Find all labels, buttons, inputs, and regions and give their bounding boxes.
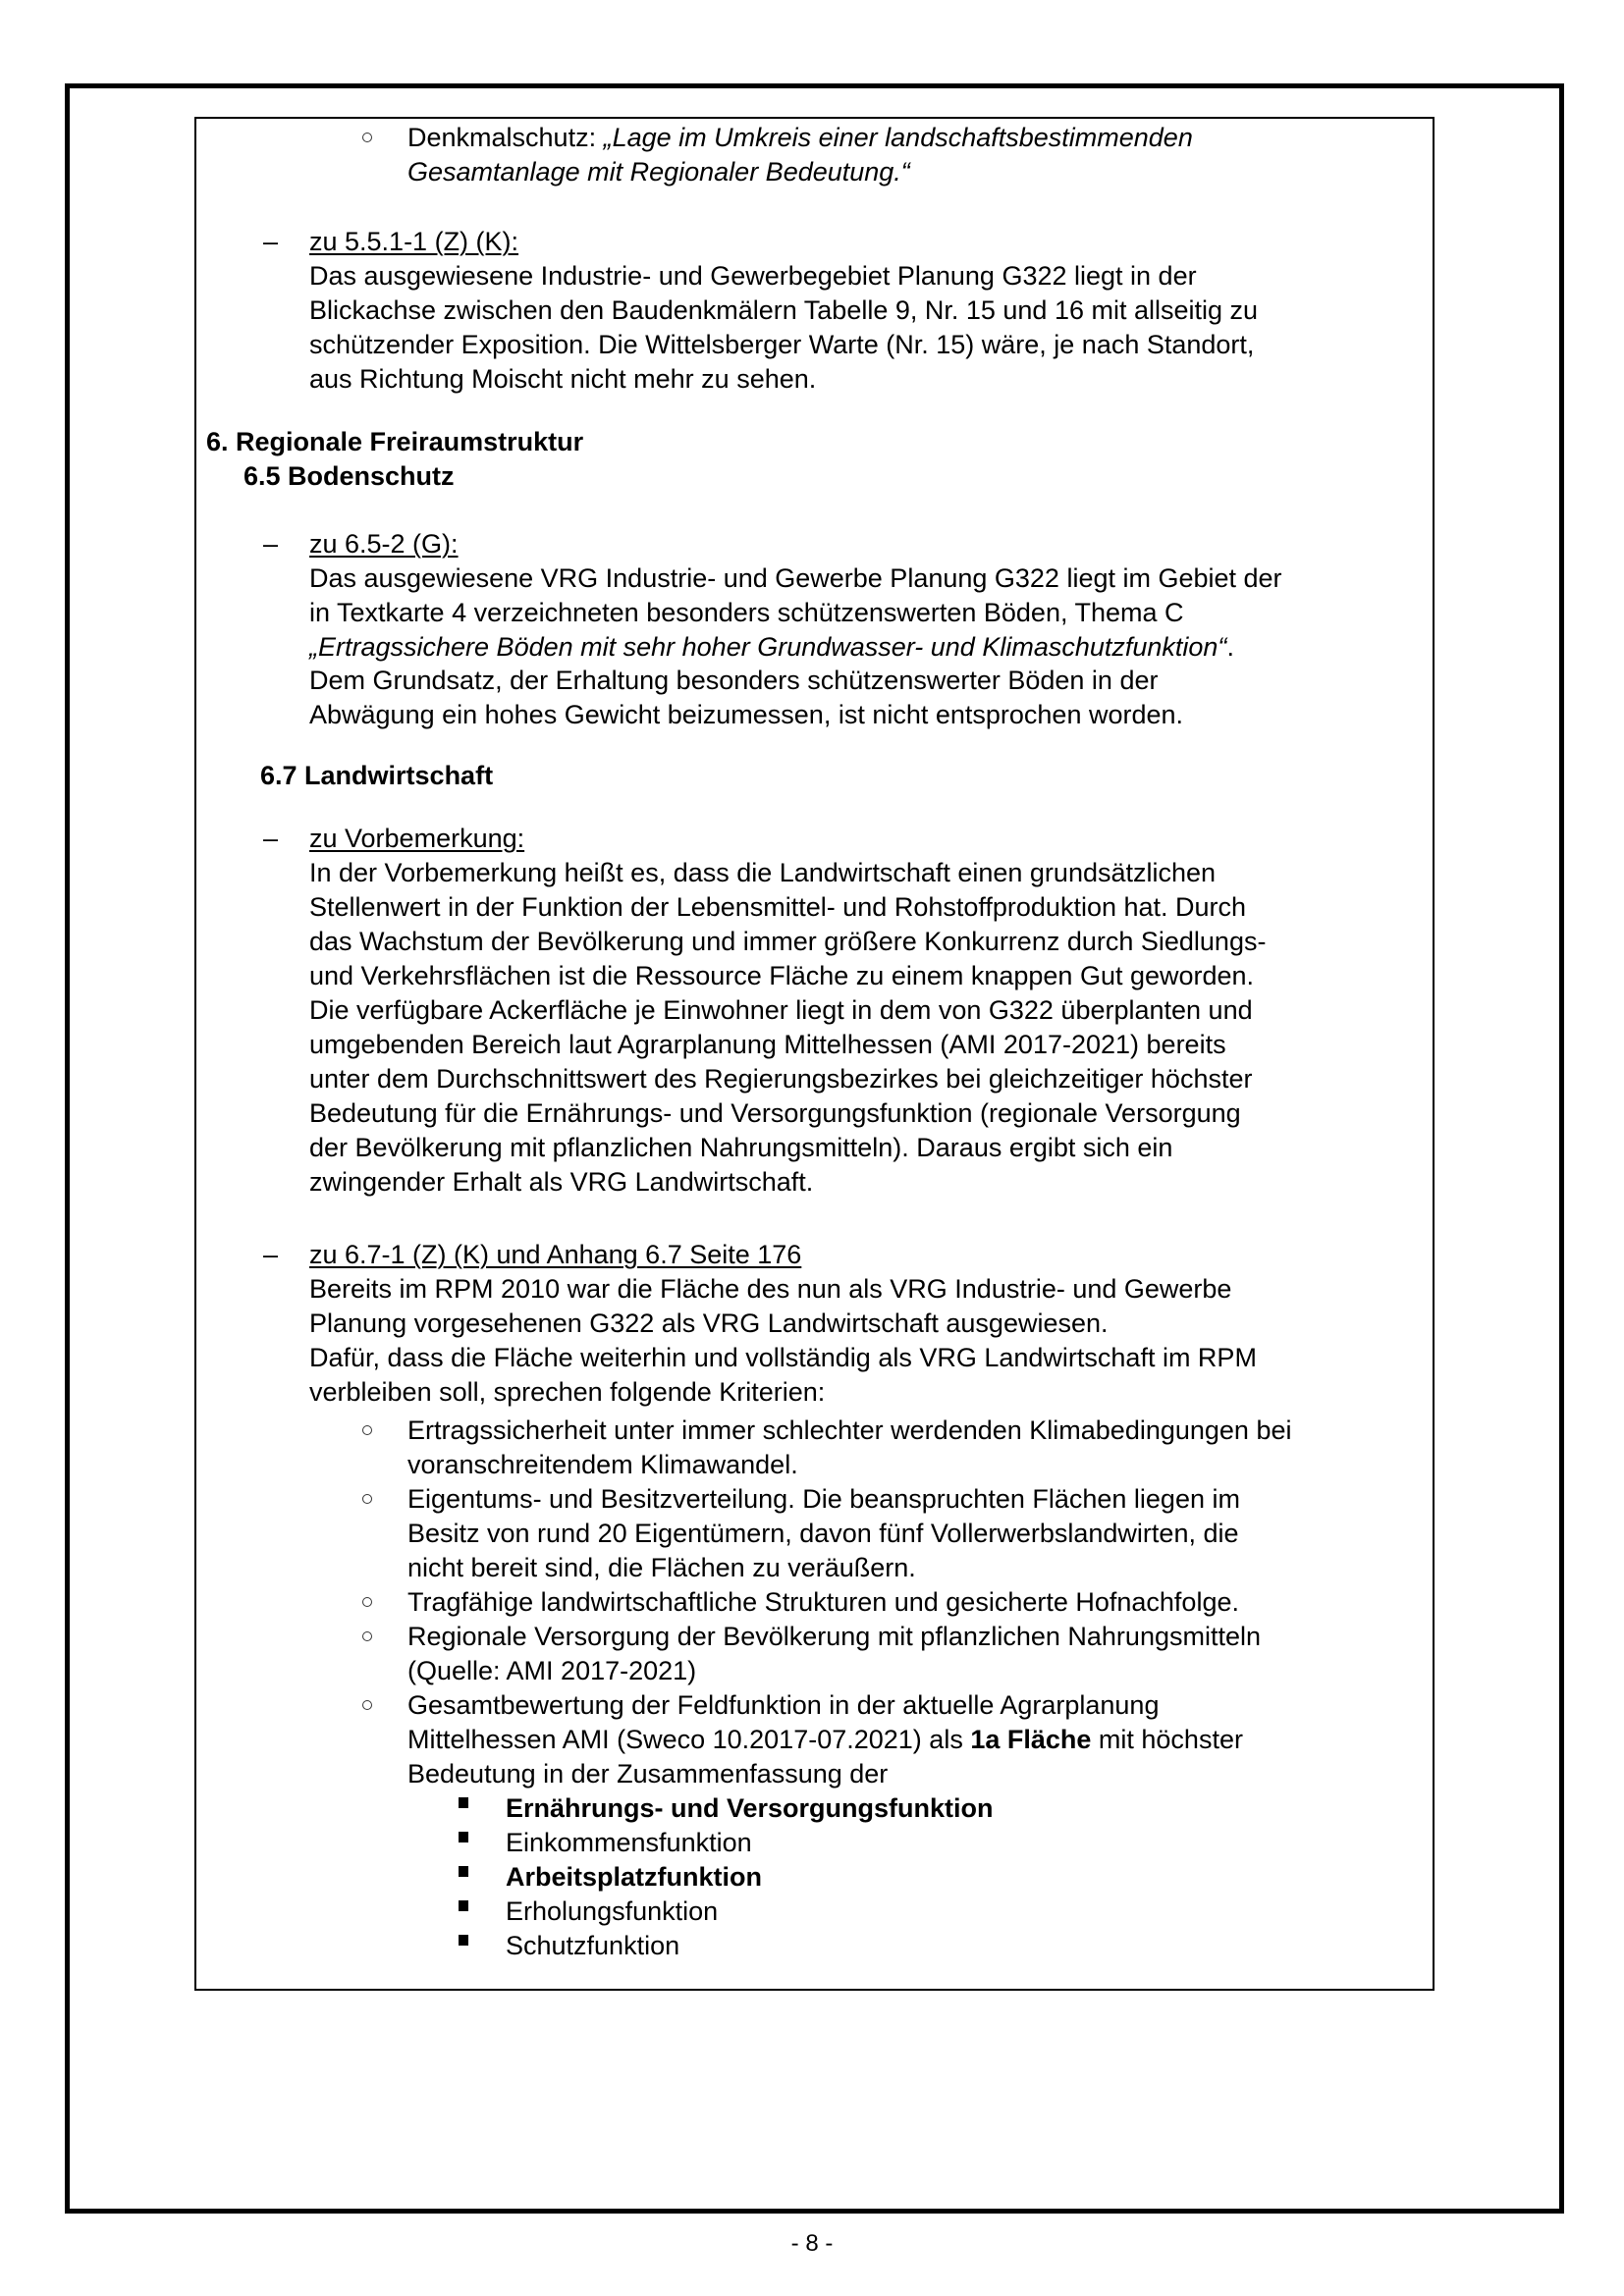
square-bullet-icon <box>459 1900 468 1911</box>
paragraph-line: Stellenwert in der Funktion der Lebensmittel- und Rohstoffproduktion hat. Durch <box>309 892 1247 922</box>
rating-1a-flaeche: 1a Fläche <box>970 1725 1092 1754</box>
function-item: Einkommensfunktion <box>506 1828 752 1857</box>
paragraph-line: Dem Grundsatz, der Erhaltung besonders schützenswerter Böden in der <box>309 666 1159 695</box>
criterion-line: Regionale Versorgung der Bevölkerung mit pflanzlichen Nahrungsmitteln <box>407 1622 1261 1651</box>
dash-bullet-icon: – <box>263 227 279 256</box>
criterion-line: Ertragssicherheit unter immer schlechter werdenden Klimabedingungen bei <box>407 1415 1292 1445</box>
criterion-line: Gesamtbewertung der Feldfunktion in der aktuelle Agrarplanung <box>407 1690 1160 1720</box>
dash-bullet-icon: – <box>263 529 279 559</box>
criterion-line: nicht bereit sind, die Flächen zu veräußern. <box>407 1553 916 1582</box>
section-heading-6-7-1: zu 6.7-1 (Z) (K) und Anhang 6.7 Seite 176 <box>309 1240 802 1269</box>
paragraph-line: Blickachse zwischen den Baudenkmälern Tabelle 9, Nr. 15 und 16 mit allseitig zu <box>309 295 1259 325</box>
paragraph-line: und Verkehrsflächen ist die Ressource Fläche zu einem knappen Gut geworden. <box>309 961 1255 990</box>
dash-bullet-icon: – <box>263 824 279 853</box>
paragraph-line: Bedeutung für die Ernährungs- und Versorgungsfunktion (regionale Versorgung <box>309 1098 1241 1128</box>
paragraph-line: schützender Exposition. Die Wittelsberger Warte (Nr. 15) wäre, je nach Standort, <box>309 330 1255 359</box>
function-item: Schutzfunktion <box>506 1931 680 1960</box>
paragraph-line: aus Richtung Moischt nicht mehr zu sehen. <box>309 364 817 394</box>
section-heading-5-5-1-1: zu 5.5.1-1 (Z) (K): <box>309 227 519 256</box>
function-item: Arbeitsplatzfunktion <box>506 1862 762 1892</box>
circle-bullet-icon <box>362 1700 372 1710</box>
section-heading-6-5-2: zu 6.5-2 (G): <box>309 529 459 559</box>
paragraph-line: Die verfügbare Ackerfläche je Einwohner liegt in dem von G322 überplanten und <box>309 995 1253 1025</box>
paragraph-line: „Ertragssichere Böden mit sehr hoher Grundwasser- und Klimaschutzfunktion“. <box>309 632 1234 662</box>
square-bullet-icon <box>459 1832 468 1842</box>
criterion-line: (Quelle: AMI 2017-2021) <box>407 1656 697 1685</box>
page-number: - 8 - <box>790 2230 834 2257</box>
square-bullet-icon <box>459 1797 468 1808</box>
paragraph-line: unter dem Durchschnittswert des Regierungsbezirkes bei gleichzeitiger höchster <box>309 1064 1253 1094</box>
paragraph-line: Das ausgewiesene VRG Industrie- und Gewerbe Planung G322 liegt im Gebiet der <box>309 563 1282 593</box>
circle-bullet-icon <box>362 133 372 142</box>
criterion-line: Tragfähige landwirtschaftliche Strukturen und gesicherte Hofnachfolge. <box>407 1587 1239 1617</box>
circle-bullet-icon <box>362 1494 372 1504</box>
paragraph-line: in Textkarte 4 verzeichneten besonders schützenswerten Böden, Thema C <box>309 598 1184 627</box>
paragraph-line: der Bevölkerung mit pflanzlichen Nahrungsmitteln). Daraus ergibt sich ein <box>309 1133 1173 1162</box>
paragraph-line: Abwägung ein hohes Gewicht beizumessen, ist nicht entsprochen worden. <box>309 700 1184 729</box>
circle-bullet-icon <box>362 1597 372 1607</box>
paragraph-line: In der Vorbemerkung heißt es, dass die Landwirtschaft einen grundsätzlichen <box>309 858 1217 887</box>
circle-bullet-icon <box>362 1425 372 1435</box>
chapter-heading: 6. Regionale Freiraumstruktur <box>206 427 584 456</box>
paragraph-line: verbleiben soll, sprechen folgende Kriterien: <box>309 1377 826 1407</box>
criterion-line: voranschreitendem Klimawandel. <box>407 1450 798 1479</box>
paragraph-line: Bereits im RPM 2010 war die Fläche des nun als VRG Industrie- und Gewerbe <box>309 1274 1232 1304</box>
subheading-6-5: 6.5 Bodenschutz <box>244 461 455 491</box>
criterion-line: Besitz von rund 20 Eigentümern, davon fünf Vollerwerbslandwirten, die <box>407 1519 1239 1548</box>
criterion-line: Eigentums- und Besitzverteilung. Die beanspruchten Flächen liegen im <box>407 1484 1240 1514</box>
paragraph-line: das Wachstum der Bevölkerung und immer größere Konkurrenz durch Siedlungs- <box>309 927 1267 956</box>
function-item: Ernährungs- und Versorgungsfunktion <box>506 1793 994 1823</box>
section-heading-vorbemerkung: zu Vorbemerkung: <box>309 824 525 853</box>
subheading-6-7: 6.7 Landwirtschaft <box>260 761 494 790</box>
paragraph-line: umgebenden Bereich laut Agrarplanung Mittelhessen (AMI 2017-2021) bereits <box>309 1030 1226 1059</box>
paragraph-line: Das ausgewiesene Industrie- und Gewerbegebiet Planung G322 liegt in der <box>309 261 1197 291</box>
criterion-line: Mittelhessen AMI (Sweco 10.2017-07.2021) als 1a Fläche mit höchster <box>407 1725 1243 1754</box>
square-bullet-icon <box>459 1866 468 1877</box>
function-item: Erholungsfunktion <box>506 1896 719 1926</box>
square-bullet-icon <box>459 1935 468 1946</box>
paragraph-line: Dafür, dass die Fläche weiterhin und vollständig als VRG Landwirtschaft im RPM <box>309 1343 1257 1372</box>
circle-bullet-icon <box>362 1631 372 1641</box>
denkmalschutz-quote: „Lage im Umkreis einer landschaftsbestimmenden <box>603 123 1193 152</box>
denkmalschutz-line-1: Denkmalschutz: „Lage im Umkreis einer landschaftsbestimmenden <box>407 123 1193 152</box>
paragraph-line: Planung vorgesehenen G322 als VRG Landwirtschaft ausgewiesen. <box>309 1308 1109 1338</box>
dash-bullet-icon: – <box>263 1240 279 1269</box>
criterion-line: Bedeutung in der Zusammenfassung der <box>407 1759 889 1789</box>
paragraph-line: zwingender Erhalt als VRG Landwirtschaft. <box>309 1167 814 1197</box>
denkmalschutz-line-2: Gesamtanlage mit Regionaler Bedeutung.“ <box>407 157 910 187</box>
